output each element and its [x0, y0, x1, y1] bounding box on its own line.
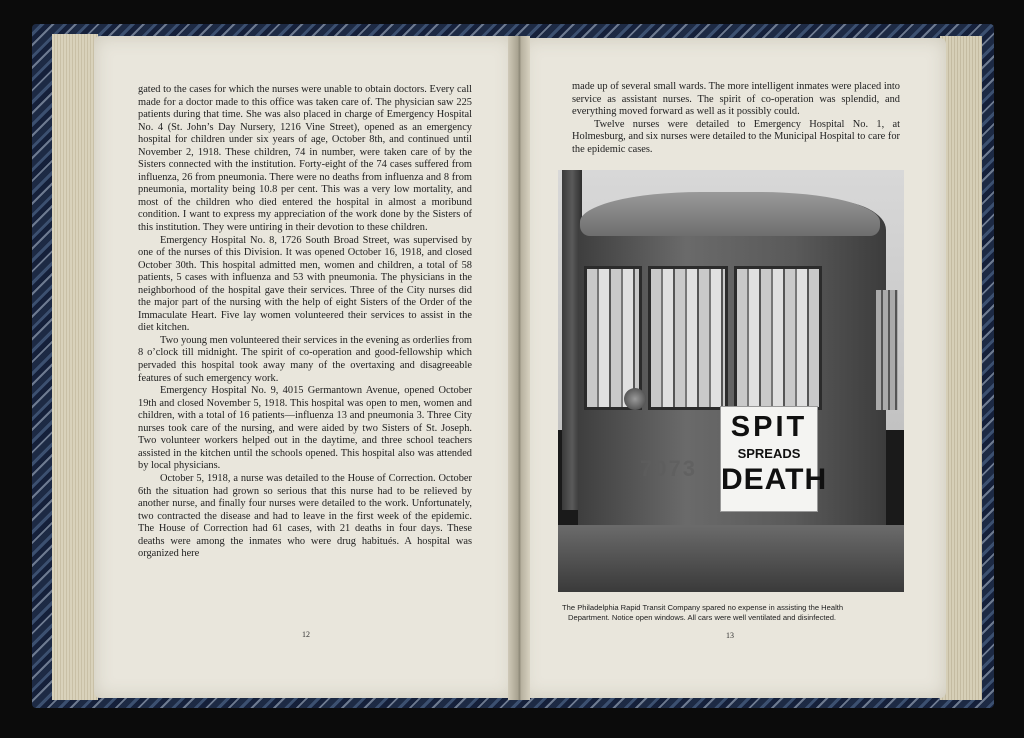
caption-line: Department. Notice open windows. All cars were well ventilated and disinfected. [568, 613, 837, 622]
headlamp-icon [624, 388, 646, 410]
page-number: 12 [302, 630, 310, 639]
trolley-photo [558, 170, 904, 592]
paragraph: Two young men volunteered their services in the evening as orderlies from 8 o’clock till midnight. The spirit of co-operation and good-fellowship which pervaded this hospital took away many of the overtaxing and disagreeable features of such emergency work. [138, 334, 472, 384]
paragraph: October 5, 1918, a nurse was detailed to the House of Correction. October 6th the situation had grown so serious that this nurse had to be relieved by another nurse, and finally four nurses were detailed to the work. Unfortunately, two contracted the disease and had to leave in the first week of the epidemic. The House of Correction had 61 cases, with 21 deaths in four days. These deaths were among the inmates who were drug habitués. A hospital was organized here [138, 472, 472, 560]
trolley-car-roof [580, 192, 880, 236]
book-gutter [508, 36, 530, 700]
page-number: 13 [726, 631, 734, 640]
paragraph: gated to the cases for which the nurses were unable to obtain doctors. Every call made for a doctor made to this office was taken care of. The physician saw 225 patients during that time. She was also placed in charge of Emergency Hospital No. 4 (St. John’s Day Nursery, 1216 Vine Street), opened as an emergency hospital for children under six years of age, October 8th, and continued until November 2, 1918. These children, 74 in number, were taken care of by the Sisters connected with the institution. Forty-eight of the 74 cases suffered from influenza, 26 from pneumonia. There were no deaths from influenza and 8 from pneumonia, mortality being 10.8 per cent. This was a very low mortality, and most of the children who died entered the hospital in almost a moribund condition. I want to express my appreciation of the work done by the Sisters of this institution. They were untiring in their devotion to these children. [138, 84, 472, 234]
photo-caption [562, 603, 900, 623]
sign-line: SPIT [730, 411, 808, 443]
paragraph: made up of several small wards. The more intelligent inmates were placed into service as assistant nurses. The spirit of co-operation was splendid, and everything moved forward as well as it possibly could. [572, 81, 900, 118]
page-edges-left [52, 34, 98, 700]
right-page-text [572, 81, 900, 156]
sign-line: DEATH [721, 463, 828, 496]
photo-ground [558, 525, 904, 592]
paragraph: Twelve nurses were detailed to Emergency Hospital No. 1, at Holmesburg, and six nurses were detailed to the Municipal Hospital to care for the epidemic cases. [572, 118, 900, 155]
page-edges-right [940, 36, 982, 700]
car-number: 7073 [640, 456, 697, 481]
paragraph: Emergency Hospital No. 8, 1726 South Broad Street, was supervised by one of the nurses of this Division. It was opened October 16, 1918, and closed October 30th. This hospital admitted men, women and children, a total of 58 patients, 5 cases with influenza and 53 with pneumonia. The physicians in the neighborhood of the hospital gave their services. Three of the City nurses did the major part of the nursing with the help of eight Sisters of the Order of the Immaculate Heart. Five lay women volunteered their services to assist in the diet kitchen. [138, 234, 472, 334]
spit-spreads-death-sign [720, 406, 828, 512]
trolley-side-windows [876, 290, 898, 410]
sign-line: SPREADS [737, 446, 801, 461]
paragraph: Emergency Hospital No. 9, 4015 Germantown Avenue, opened October 19th and closed November 5, 1918. This hospital was open to men, women and children, with a total of 16 patients—influenza 13 and pneumonia 3. Three City nurses took care of the nursing, and were aided by two Sisters of St. Joseph. Two volunteer workers helped out in the daytime, and three school teachers assisted in the kitchen until the schools opened. This hospital also was attended by local physicians. [138, 385, 472, 472]
caption-line: The Philadelphia Rapid Transit Company spared no expense in assisting the Health [562, 603, 844, 612]
left-page-text [138, 84, 472, 561]
trolley-window [734, 266, 822, 410]
trolley-window [648, 266, 728, 410]
